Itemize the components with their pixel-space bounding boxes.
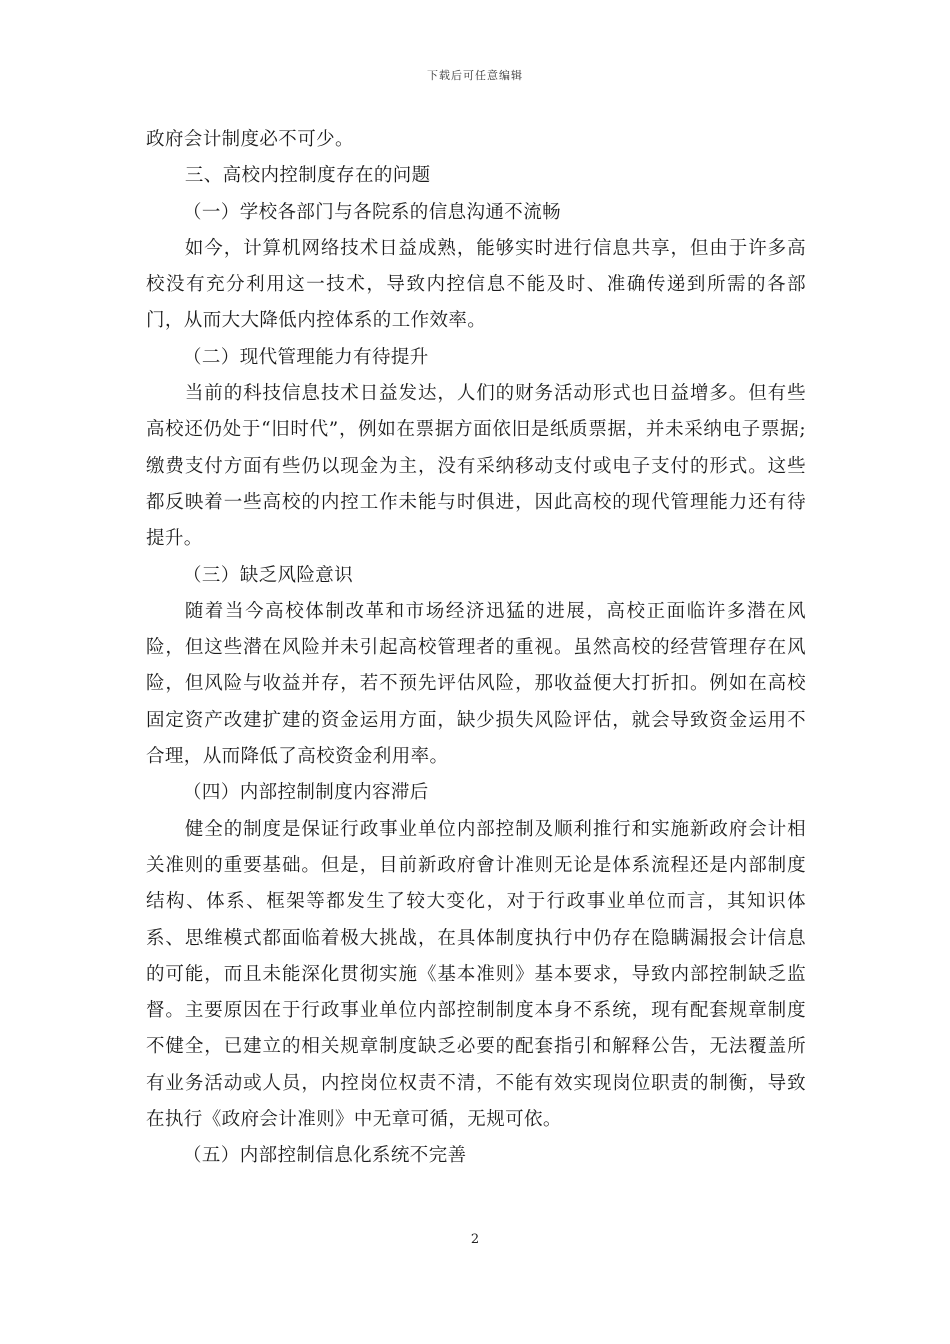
- subsection-heading-2: （二）现代管理能力有待提升: [183, 346, 429, 368]
- paragraph-system-lag: 健全的制度是保证行政事业单位内部控制及顺利推行和实施新政府会计相关准则的重要基础。但是，目前新政府會计准则无论是体系流程还是内部制度结构、体系、框架等都发生了较大变化，对于行政事业单位而言，其知识体系、思维模式都面临着极大挑战，在具体制度执行中仍存在隐瞒漏报会计信息的可能，而且未能深化贯彻实施《基本准则》基本要求，导致内部控制缺乏监督。主要原因在于行政事业单位内部控制制度本身不系统，现有配套规章制度不健全，已建立的相关规章制度缺乏必要的配套指引和解释公告，无法覆盖所有业务活动或人员，内控岗位权责不清，不能有效实现岗位职责的制衡，导致在执行《政府会计准则》中无章可循，无规可依。: [146, 818, 806, 1131]
- subsection-heading-3: （三）缺乏风险意识: [183, 564, 354, 586]
- paragraph-info-sharing: 如今，计算机网络技术日益成熟，能够实时进行信息共享，但由于许多高校没有充分利用这一技术，导致内控信息不能及时、准确传递到所需的各部门，从而大大降低内控体系的工作效率。: [146, 237, 806, 332]
- page-number: 2: [470, 1232, 480, 1247]
- document-body: [146, 122, 806, 1175]
- paragraph-risk-awareness: 随着当今高校体制改革和市场经济迅猛的进展，高校正面临许多潜在风险，但这些潜在风险并未引起高校管理者的重视。虽然高校的经营管理存在风险，但风险与收益并存，若不预先评估风险，那收益便大打折扣。例如在高校固定资产改建扩建的资金运用方面，缺少损失风险评估，就会导致资金运用不合理，从而降低了高校资金利用率。: [146, 600, 806, 768]
- paragraph-continuation: 政府会计制度必不可少。: [146, 129, 354, 150]
- subsection-heading-5: （五）内部控制信息化系统不完善: [183, 1145, 467, 1167]
- subsection-heading-1: （一）学校各部门与各院系的信息沟通不流畅: [183, 201, 562, 223]
- header-note: 下载后可任意编辑: [427, 69, 523, 82]
- paragraph-modern-management: 当前的科技信息技术日益发达，人们的财务活动形式也日益增多。但有些高校还仍处于“旧时代”，例如在票据方面依旧是纸质票据，并未采纳电子票据;缴费支付方面有些仍以现金为主，没有采纳移动支付或电子支付的形式。这些都反映着一些高校的内控工作未能与时俱进，因此高校的现代管理能力还有待提升。: [146, 383, 806, 550]
- subsection-heading-4: （四）内部控制制度内容滞后: [183, 782, 429, 804]
- section-heading-3: 三、高校内控制度存在的问题: [184, 165, 431, 187]
